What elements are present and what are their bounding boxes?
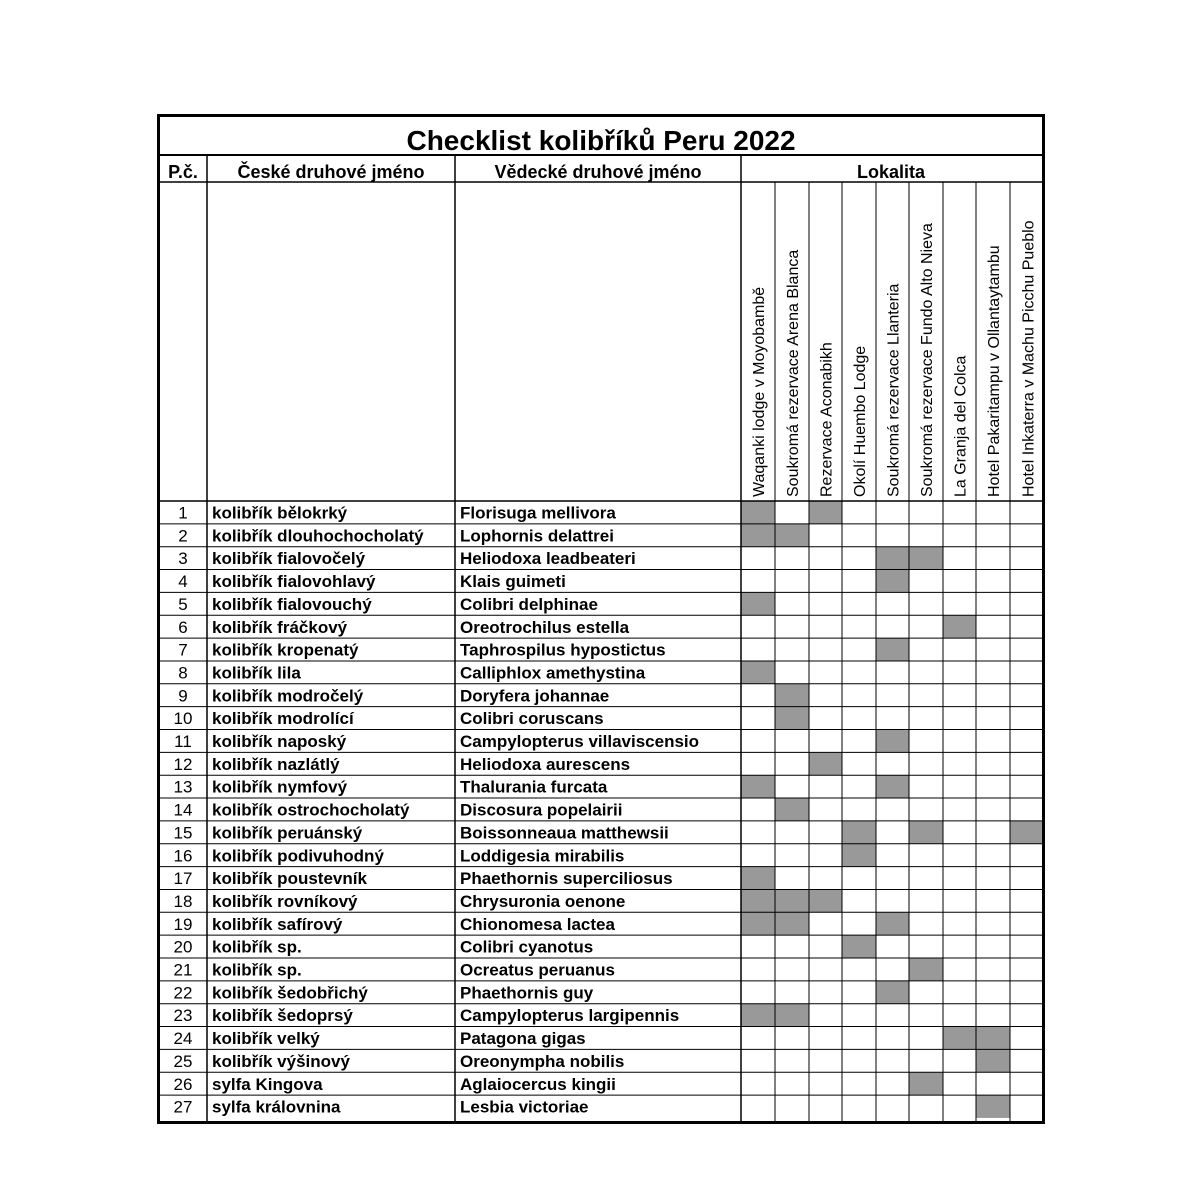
czech-name-cell: kolibřík peruánský	[212, 823, 363, 843]
czech-name-cell: kolibřík nymfový	[212, 777, 348, 797]
presence-cell	[775, 707, 809, 730]
scientific-name-cell: Ocreatus peruanus	[460, 960, 615, 980]
header-number: P.č.	[168, 162, 198, 182]
row-number: 5	[178, 594, 188, 614]
row-number: 1	[178, 503, 188, 523]
czech-name-cell: kolibřík modročelý	[212, 686, 364, 706]
presence-cell	[809, 889, 842, 912]
scientific-name-cell: Heliodoxa leadbeateri	[460, 549, 636, 569]
czech-name-cell: kolibřík poustevník	[212, 869, 367, 889]
row-number: 20	[173, 937, 193, 957]
presence-cell	[876, 570, 909, 593]
czech-name-cell: kolibřík rovníkový	[212, 891, 358, 911]
czech-name-cell: kolibřík kropenatý	[212, 640, 359, 660]
czech-name-cell: kolibřík naposký	[212, 732, 347, 751]
presence-cell	[876, 547, 909, 570]
presence-cell	[809, 752, 842, 775]
czech-name-cell: kolibřík bělokrký	[212, 503, 348, 523]
scientific-name-cell: Loddigesia mirabilis	[460, 846, 625, 866]
czech-name-cell: kolibřík výšinový	[212, 1051, 350, 1071]
row-number: 10	[173, 709, 193, 729]
presence-cell	[775, 524, 809, 547]
czech-name-cell: kolibřík sp.	[212, 960, 302, 980]
row-number: 14	[173, 800, 193, 820]
row-number: 12	[173, 754, 193, 774]
presence-cell	[943, 615, 976, 638]
presence-cell	[775, 684, 809, 707]
scientific-name-cell: Colibri coruscans	[460, 709, 604, 729]
czech-name-cell: kolibřík fráčkový	[212, 617, 348, 637]
presence-cell	[842, 844, 876, 867]
presence-cell	[741, 867, 775, 890]
presence-cell	[909, 958, 943, 981]
scientific-name-cell: Patagona gigas	[460, 1029, 586, 1049]
presence-cell	[909, 821, 943, 844]
row-number: 8	[178, 663, 188, 683]
scientific-name-cell: Lesbia victoriae	[460, 1097, 589, 1117]
row-number: 6	[178, 617, 188, 637]
scientific-name-cell: Oreonympha nobilis	[460, 1051, 625, 1071]
row-number: 16	[173, 846, 193, 866]
row-number: 4	[178, 572, 188, 592]
locality-label: La Granja del Colca	[952, 355, 970, 497]
row-number: 3	[178, 549, 188, 569]
presence-cell	[775, 889, 809, 912]
locality-label: Okolí Huembo Lodge	[852, 345, 869, 497]
czech-name-cell: kolibřík ostrochocholatý	[212, 800, 410, 820]
row-number: 2	[178, 526, 188, 546]
scientific-name-cell: Heliodoxa aurescens	[460, 754, 631, 774]
czech-name-cell: kolibřík fialovohlavý	[212, 572, 376, 592]
scientific-name-cell: Phaethornis superciliosus	[460, 869, 673, 889]
czech-name-cell: kolibřík šedobřichý	[212, 983, 368, 1003]
scientific-name-cell: Oreotrochilus estella	[460, 617, 630, 637]
presence-cell	[842, 935, 876, 958]
locality-label: Soukromá rezervace Fundo Alto Nieva	[919, 223, 936, 497]
scientific-name-cell: Colibri cyanotus	[460, 937, 594, 957]
czech-name-cell: kolibřík safírový	[212, 914, 343, 934]
row-number: 15	[173, 823, 193, 843]
row-number: 13	[173, 777, 193, 797]
presence-cell	[876, 912, 909, 935]
scientific-name-cell: Aglaiocercus kingii	[460, 1074, 616, 1094]
scientific-name-cell: Campylopterus villaviscensio	[460, 732, 700, 751]
locality-label: Rezervace Aconabikh	[818, 342, 836, 497]
presence-cell	[741, 501, 775, 524]
presence-cell	[876, 775, 909, 798]
presence-cell	[876, 730, 909, 753]
row-number: 26	[173, 1074, 193, 1094]
czech-name-cell: kolibřík lila	[212, 663, 301, 683]
presence-cell	[842, 821, 876, 844]
scientific-name-cell: Lophornis delattrei	[460, 526, 614, 546]
presence-cell	[741, 775, 775, 798]
czech-name-cell: kolibřík dlouhochocholatý	[212, 526, 424, 546]
scientific-name-cell: Klais guimeti	[460, 572, 566, 592]
table-title: Checklist kolibříků Peru 2022	[406, 125, 796, 156]
row-number: 24	[173, 1029, 193, 1049]
locality-label: Hotel Inkaterra v Machu Picchu Pueblo	[1020, 220, 1038, 497]
scientific-name-cell: Florisuga mellivora	[460, 503, 616, 523]
row-number: 17	[173, 869, 193, 889]
row-number: 7	[178, 640, 188, 660]
scientific-name-cell: Taphrospilus hypostictus	[460, 640, 666, 660]
czech-name-cell: sylfa královnina	[212, 1097, 341, 1117]
presence-cell	[775, 798, 809, 821]
scientific-name-cell: Thalurania furcata	[460, 777, 608, 797]
checklist-sheet	[157, 114, 1045, 1124]
czech-name-cell: kolibřík fialovočelý	[212, 549, 366, 569]
row-number: 18	[173, 891, 193, 911]
presence-cell	[976, 1027, 1010, 1050]
header-czech-name: České druhové jméno	[237, 162, 425, 182]
presence-cell	[976, 1049, 1010, 1072]
czech-name-cell: kolibřík nazlátlý	[212, 754, 340, 774]
czech-name-cell: kolibřík fialovouchý	[212, 594, 372, 614]
presence-cell	[943, 1027, 976, 1050]
scientific-name-cell: Colibri delphinae	[460, 594, 598, 614]
czech-name-cell: kolibřík šedoprsý	[212, 1006, 353, 1026]
scientific-name-cell: Phaethornis guy	[460, 983, 594, 1003]
row-number: 23	[173, 1006, 193, 1026]
row-number: 9	[178, 686, 188, 706]
presence-cell	[741, 1004, 775, 1027]
row-number: 21	[173, 960, 193, 980]
presence-cell	[1010, 821, 1045, 844]
presence-cell	[909, 1072, 943, 1095]
presence-cell	[741, 889, 775, 912]
row-number: 11	[174, 732, 192, 751]
row-number: 27	[173, 1097, 193, 1117]
row-number: 25	[173, 1051, 193, 1071]
presence-cell	[809, 501, 842, 524]
presence-cell	[741, 912, 775, 935]
presence-cell	[976, 1095, 1010, 1118]
row-number: 19	[173, 914, 193, 934]
presence-cell	[775, 912, 809, 935]
row-number: 22	[173, 983, 193, 1003]
locality-label: Soukromá rezervace Llanteria	[885, 283, 903, 497]
scientific-name-cell: Doryfera johannae	[460, 686, 610, 706]
czech-name-cell: kolibřík podivuhodný	[212, 846, 384, 866]
czech-name-cell: kolibřík velký	[212, 1029, 320, 1049]
locality-label: Hotel Pakaritampu v Ollantaytambu	[986, 245, 1003, 497]
scientific-name-cell: Boissonneaua matthewsii	[460, 823, 669, 843]
scientific-name-cell: Discosura popelairii	[460, 800, 623, 820]
header-locality: Lokalita	[856, 162, 926, 182]
scientific-name-cell: Chionomesa lactea	[460, 914, 615, 934]
czech-name-cell: kolibřík sp.	[212, 937, 302, 957]
scientific-name-cell: Calliphlox amethystina	[460, 663, 646, 683]
scientific-name-cell: Campylopterus largipennis	[460, 1006, 680, 1026]
presence-cell	[741, 524, 775, 547]
presence-cell	[775, 1004, 809, 1027]
presence-cell	[741, 661, 775, 684]
header-scientific-name: Vědecké druhové jméno	[494, 162, 702, 182]
czech-name-cell: kolibřík modrolící	[212, 709, 354, 729]
scientific-name-cell: Chrysuronia oenone	[460, 891, 626, 911]
presence-cell	[876, 638, 909, 661]
checklist-table	[157, 114, 1045, 1124]
presence-cell	[876, 981, 909, 1004]
presence-cell	[909, 547, 943, 570]
presence-cell	[741, 592, 775, 615]
locality-label: Soukromá rezervace Arena Blanca	[785, 249, 802, 497]
czech-name-cell: sylfa Kingova	[212, 1074, 323, 1094]
locality-label: Waqanki lodge v Moyobambě	[751, 286, 768, 497]
